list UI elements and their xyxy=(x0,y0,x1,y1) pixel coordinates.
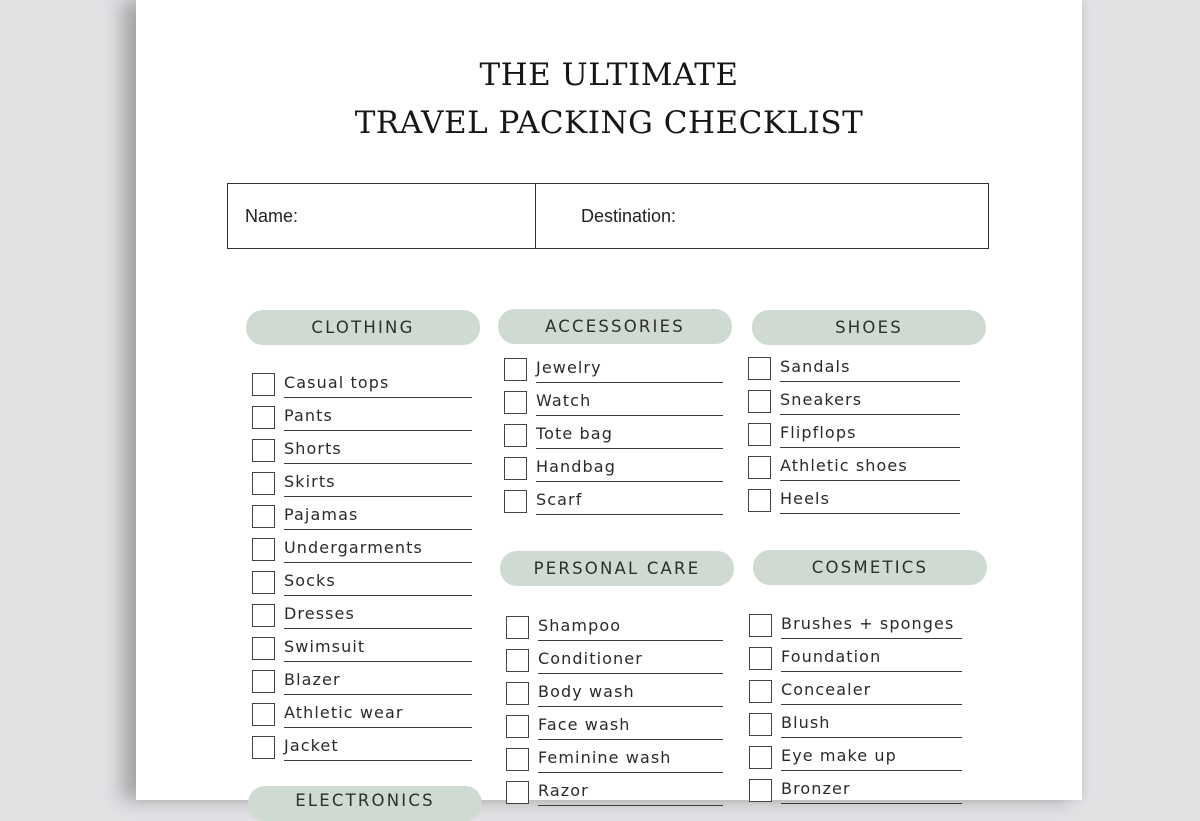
item-label: Brushes + sponges xyxy=(781,614,955,633)
write-line xyxy=(538,673,723,674)
section-header-cosmetics: COSMETICS xyxy=(753,550,987,585)
item-label: Skirts xyxy=(284,472,336,491)
list-item xyxy=(749,680,962,713)
item-label: Athletic wear xyxy=(284,703,404,722)
item-label: Bronzer xyxy=(781,779,851,798)
item-label: Scarf xyxy=(536,490,583,509)
name-field[interactable] xyxy=(228,184,536,248)
checkbox[interactable] xyxy=(748,423,771,446)
write-line xyxy=(284,727,472,728)
list-item xyxy=(504,358,723,391)
write-line xyxy=(284,463,472,464)
write-line xyxy=(284,661,472,662)
item-label: Dresses xyxy=(284,604,355,623)
list-item xyxy=(252,538,472,571)
checkbox[interactable] xyxy=(252,538,275,561)
checkbox[interactable] xyxy=(504,358,527,381)
write-line xyxy=(538,640,723,641)
checkbox[interactable] xyxy=(252,472,275,495)
checkbox[interactable] xyxy=(252,406,275,429)
write-line xyxy=(538,706,723,707)
section-shoes xyxy=(752,310,986,508)
write-line xyxy=(781,737,962,738)
item-label: Sneakers xyxy=(780,390,863,409)
item-label: Athletic shoes xyxy=(780,456,908,475)
write-line xyxy=(780,480,960,481)
checkbox[interactable] xyxy=(749,647,772,670)
list-item xyxy=(504,457,723,490)
list-item xyxy=(504,391,723,424)
checkbox[interactable] xyxy=(506,682,529,705)
list-item xyxy=(506,616,723,649)
item-label: Sandals xyxy=(780,357,851,376)
section-personal-care xyxy=(500,551,734,800)
checkbox[interactable] xyxy=(252,373,275,396)
item-label: Body wash xyxy=(538,682,635,701)
write-line xyxy=(284,694,472,695)
item-label: Tote bag xyxy=(536,424,613,443)
write-line xyxy=(538,772,723,773)
list-item xyxy=(748,489,960,522)
accessories-list xyxy=(504,358,723,523)
checkbox[interactable] xyxy=(252,703,275,726)
item-label: Blazer xyxy=(284,670,341,689)
item-label: Handbag xyxy=(536,457,616,476)
item-label: Pajamas xyxy=(284,505,359,524)
list-item xyxy=(748,456,960,489)
item-label: Socks xyxy=(284,571,336,590)
write-line xyxy=(284,430,472,431)
clothing-list xyxy=(252,373,472,769)
checkbox[interactable] xyxy=(504,490,527,513)
checkbox[interactable] xyxy=(748,456,771,479)
section-header-clothing: CLOTHING xyxy=(246,310,480,345)
checklist-page xyxy=(136,0,1082,810)
list-item xyxy=(748,357,960,390)
item-label: Swimsuit xyxy=(284,637,366,656)
list-item xyxy=(252,373,472,406)
item-label: Shorts xyxy=(284,439,342,458)
list-item xyxy=(252,736,472,769)
checkbox[interactable] xyxy=(252,670,275,693)
list-item xyxy=(506,649,723,682)
checkbox[interactable] xyxy=(252,571,275,594)
list-item xyxy=(749,614,962,647)
list-item xyxy=(504,490,723,523)
checkbox[interactable] xyxy=(504,391,527,414)
checkbox[interactable] xyxy=(506,616,529,639)
write-line xyxy=(284,496,472,497)
write-line xyxy=(781,704,962,705)
item-label: Pants xyxy=(284,406,333,425)
item-label: Concealer xyxy=(781,680,872,699)
write-line xyxy=(780,513,960,514)
write-line xyxy=(536,382,723,383)
write-line xyxy=(284,595,472,596)
write-line xyxy=(781,638,962,639)
checkbox[interactable] xyxy=(749,614,772,637)
list-item xyxy=(252,472,472,505)
item-label: Jacket xyxy=(284,736,339,755)
section-clothing xyxy=(246,310,480,755)
write-line xyxy=(781,770,962,771)
write-line xyxy=(780,414,960,415)
item-label: Shampoo xyxy=(538,616,622,635)
checkbox[interactable] xyxy=(749,680,772,703)
item-label: Razor xyxy=(538,781,589,800)
write-line xyxy=(780,381,960,382)
item-label: Feminine wash xyxy=(538,748,672,767)
item-label: Heels xyxy=(780,489,830,508)
list-item xyxy=(252,505,472,538)
section-cosmetics xyxy=(753,550,987,798)
section-header-electronics: ELECTRONICS xyxy=(248,786,482,821)
write-line xyxy=(536,448,723,449)
write-line xyxy=(780,447,960,448)
write-line xyxy=(538,805,723,806)
item-label: Eye make up xyxy=(781,746,897,765)
item-label: Watch xyxy=(536,391,592,410)
shoes-list xyxy=(748,357,960,522)
list-item xyxy=(749,713,962,746)
checkbox[interactable] xyxy=(748,489,771,512)
write-line xyxy=(284,397,472,398)
list-item xyxy=(252,439,472,472)
checkbox[interactable] xyxy=(252,439,275,462)
item-label: Jewelry xyxy=(536,358,602,377)
write-line xyxy=(781,671,962,672)
checkbox[interactable] xyxy=(252,736,275,759)
destination-field[interactable] xyxy=(536,184,988,248)
write-line xyxy=(284,562,472,563)
checkbox[interactable] xyxy=(748,357,771,380)
section-accessories xyxy=(498,309,732,509)
checkbox[interactable] xyxy=(749,779,772,802)
checkbox[interactable] xyxy=(506,649,529,672)
list-item xyxy=(506,781,723,814)
page-title-line2: TRAVEL PACKING CHECKLIST xyxy=(354,105,864,141)
write-line xyxy=(781,803,962,804)
item-label: Foundation xyxy=(781,647,882,666)
item-label: Casual tops xyxy=(284,373,390,392)
checkbox[interactable] xyxy=(749,713,772,736)
page-title-line1: THE ULTIMATE xyxy=(479,57,739,93)
item-label: Blush xyxy=(781,713,831,732)
section-header-accessories: ACCESSORIES xyxy=(498,309,732,344)
personal-care-list xyxy=(506,616,723,814)
section-electronics xyxy=(248,786,482,821)
checkbox[interactable] xyxy=(748,390,771,413)
write-line xyxy=(536,481,723,482)
list-item xyxy=(506,748,723,781)
list-item xyxy=(749,647,962,680)
list-item xyxy=(252,406,472,439)
write-line xyxy=(536,514,723,515)
name-label: Name: xyxy=(245,205,299,226)
list-item xyxy=(252,571,472,604)
info-box xyxy=(227,183,989,249)
item-label: Conditioner xyxy=(538,649,643,668)
list-item xyxy=(252,637,472,670)
list-item xyxy=(748,423,960,456)
section-header-personal-care: PERSONAL CARE xyxy=(500,551,734,586)
checkbox[interactable] xyxy=(504,424,527,447)
checkbox[interactable] xyxy=(506,748,529,771)
list-item xyxy=(506,715,723,748)
write-line xyxy=(538,739,723,740)
list-item xyxy=(749,779,962,812)
destination-label: Destination: xyxy=(581,205,677,226)
section-header-shoes: SHOES xyxy=(752,310,986,345)
checkbox[interactable] xyxy=(749,746,772,769)
checkbox[interactable] xyxy=(252,604,275,627)
item-label: Face wash xyxy=(538,715,631,734)
list-item xyxy=(252,604,472,637)
item-label: Flipflops xyxy=(780,423,857,442)
checkbox[interactable] xyxy=(506,715,529,738)
write-line xyxy=(284,628,472,629)
checkbox[interactable] xyxy=(252,637,275,660)
write-line xyxy=(284,529,472,530)
list-item xyxy=(252,703,472,736)
list-item xyxy=(506,682,723,715)
write-line xyxy=(536,415,723,416)
item-label: Undergarments xyxy=(284,538,423,557)
checkbox[interactable] xyxy=(504,457,527,480)
list-item xyxy=(748,390,960,423)
list-item xyxy=(252,670,472,703)
list-item xyxy=(504,424,723,457)
cosmetics-list xyxy=(749,614,962,812)
checkbox[interactable] xyxy=(506,781,529,804)
checkbox[interactable] xyxy=(252,505,275,528)
list-item xyxy=(749,746,962,779)
write-line xyxy=(284,760,472,761)
